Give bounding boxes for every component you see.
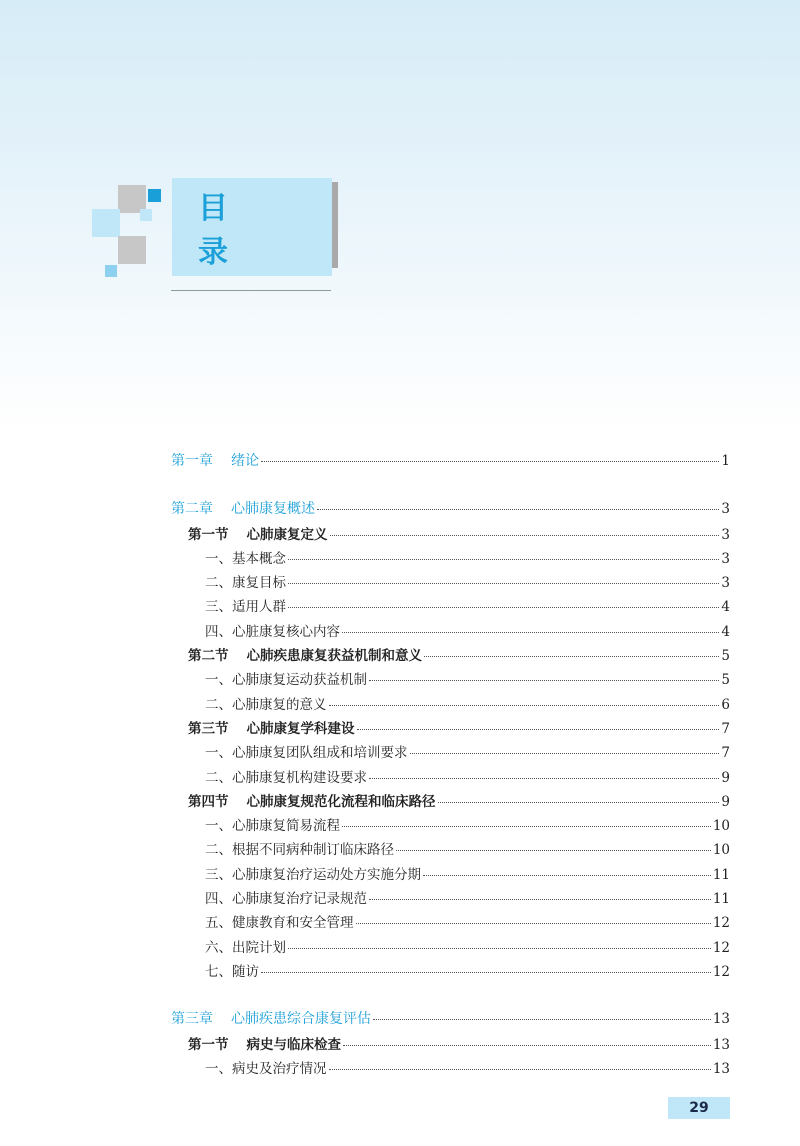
toc-leader-dots bbox=[343, 1045, 711, 1046]
toc-page-number: 3 bbox=[721, 575, 730, 591]
toc-leader-dots bbox=[369, 778, 719, 779]
toc-leader-dots bbox=[356, 923, 711, 924]
toc-item-row bbox=[205, 936, 730, 958]
toc-item-row bbox=[205, 960, 730, 982]
toc-entry-title: 二、根据不同病种制订临床路径 bbox=[205, 842, 394, 858]
toc-entry-number: 第一章 bbox=[171, 453, 213, 469]
toc-leader-dots bbox=[261, 461, 719, 462]
toc-chapter-row bbox=[171, 450, 730, 472]
toc-entry-number: 第三章 bbox=[171, 1011, 213, 1027]
toc-entry-title: 心肺疾患综合康复评估 bbox=[231, 1011, 371, 1027]
toc-section-row bbox=[188, 790, 730, 812]
toc-section-row bbox=[188, 644, 730, 666]
toc-item-row bbox=[205, 887, 730, 909]
toc-item-row bbox=[205, 863, 730, 885]
toc-chapter-row bbox=[171, 498, 730, 520]
toc-entry-title: 心肺康复定义 bbox=[246, 527, 328, 543]
toc-leader-dots bbox=[329, 1069, 711, 1070]
toc-page-number: 1 bbox=[721, 453, 730, 469]
toc-entry-title: 三、心肺康复治疗运动处方实施分期 bbox=[205, 867, 421, 883]
page-number-badge bbox=[668, 1097, 730, 1119]
toc-leader-dots bbox=[288, 559, 719, 560]
toc-page-number: 3 bbox=[721, 527, 730, 543]
toc-page-number: 5 bbox=[721, 648, 730, 664]
toc-entry-title: 一、基本概念 bbox=[205, 551, 286, 567]
toc-page-number: 11 bbox=[712, 867, 730, 883]
toc-leader-dots bbox=[369, 899, 711, 900]
toc-leader-dots bbox=[424, 656, 719, 657]
toc-entry-title: 二、心肺康复机构建设要求 bbox=[205, 770, 367, 786]
toc-entry-title: 四、心脏康复核心内容 bbox=[205, 624, 340, 640]
toc-item-row bbox=[205, 620, 730, 642]
toc-entry-title: 一、心肺康复运动获益机制 bbox=[205, 672, 367, 688]
toc-entry-title: 一、心肺康复团队组成和培训要求 bbox=[205, 745, 408, 761]
toc-entry-number: 第三节 bbox=[188, 721, 229, 737]
toc-entry-number: 第一节 bbox=[188, 1037, 229, 1053]
toc-entry-number: 第一节 bbox=[188, 527, 229, 543]
toc-entry-number: 第二章 bbox=[171, 501, 213, 517]
toc-page-number: 4 bbox=[721, 624, 730, 640]
toc-page-number: 4 bbox=[721, 599, 730, 615]
toc-page-number: 11 bbox=[712, 891, 730, 907]
toc-page-number: 13 bbox=[712, 1037, 730, 1053]
toc-leader-dots bbox=[357, 729, 720, 730]
toc-item-row bbox=[205, 1057, 730, 1079]
page-title: 目 录 bbox=[198, 191, 310, 270]
toc-entry-title: 四、心肺康复治疗记录规范 bbox=[205, 891, 367, 907]
toc-page-number: 6 bbox=[721, 697, 730, 713]
toc-item-row bbox=[205, 741, 730, 763]
toc-item-row bbox=[205, 911, 730, 933]
toc-entry-number: 第二节 bbox=[188, 648, 229, 664]
toc-page-number: 13 bbox=[712, 1011, 730, 1027]
toc-item-row bbox=[205, 668, 730, 690]
toc-entry-title: 心肺康复学科建设 bbox=[246, 721, 355, 737]
toc-entry-title: 六、出院计划 bbox=[205, 940, 286, 956]
toc-item-row bbox=[205, 814, 730, 836]
toc-item-row bbox=[205, 595, 730, 617]
toc-page-number: 9 bbox=[721, 794, 730, 810]
toc-entry-title: 二、康复目标 bbox=[205, 575, 286, 591]
toc-section-row bbox=[188, 1033, 730, 1055]
toc-leader-dots bbox=[438, 802, 720, 803]
toc-page-number: 7 bbox=[721, 721, 730, 737]
toc-leader-dots bbox=[317, 509, 719, 510]
page-number: 29 bbox=[689, 1100, 709, 1116]
toc-section-row bbox=[188, 523, 730, 545]
toc-entry-title: 二、心肺康复的意义 bbox=[205, 697, 327, 713]
toc-entry-title: 一、心肺康复简易流程 bbox=[205, 818, 340, 834]
toc-section-row bbox=[188, 717, 730, 739]
toc-leader-dots bbox=[373, 1019, 711, 1020]
toc-entry-title: 三、适用人群 bbox=[205, 599, 286, 615]
toc-leader-dots bbox=[369, 680, 719, 681]
toc-page-number: 3 bbox=[721, 551, 730, 567]
toc-page-number: 10 bbox=[712, 818, 730, 834]
toc-entry-title: 七、随访 bbox=[205, 964, 259, 980]
toc-page-number: 12 bbox=[712, 964, 730, 980]
toc-page-number: 10 bbox=[712, 842, 730, 858]
toc-item-row bbox=[205, 838, 730, 860]
toc-entry-title: 心肺康复概述 bbox=[231, 501, 315, 517]
toc-page-number: 7 bbox=[721, 745, 730, 761]
toc-chapter-row bbox=[171, 1008, 730, 1030]
toc-leader-dots bbox=[288, 948, 711, 949]
toc-entry-title: 病史与临床检查 bbox=[246, 1037, 341, 1053]
toc-leader-dots bbox=[423, 875, 711, 876]
toc-page-number: 12 bbox=[712, 915, 730, 931]
toc-page-number: 12 bbox=[712, 940, 730, 956]
toc-entry-title: 一、病史及治疗情况 bbox=[205, 1061, 327, 1077]
toc-page-number: 9 bbox=[721, 770, 730, 786]
toc-page-number: 3 bbox=[721, 501, 730, 517]
toc-page-number: 13 bbox=[712, 1061, 730, 1077]
toc-page-number: 5 bbox=[721, 672, 730, 688]
toc-leader-dots bbox=[329, 705, 720, 706]
toc-entry-title: 心肺康复规范化流程和临床路径 bbox=[246, 794, 436, 810]
toc-item-row bbox=[205, 547, 730, 569]
toc-leader-dots bbox=[342, 632, 719, 633]
toc-entry-title: 五、健康教育和安全管理 bbox=[205, 915, 354, 931]
toc-leader-dots bbox=[288, 607, 719, 608]
toc-entry-number: 第四节 bbox=[188, 794, 229, 810]
toc-leader-dots bbox=[342, 826, 711, 827]
toc-item-row bbox=[205, 766, 730, 788]
toc-leader-dots bbox=[288, 583, 719, 584]
toc-leader-dots bbox=[261, 972, 711, 973]
toc-leader-dots bbox=[396, 850, 711, 851]
toc-entry-title: 绪论 bbox=[231, 453, 259, 469]
toc-item-row bbox=[205, 693, 730, 715]
toc-item-row bbox=[205, 571, 730, 593]
toc-leader-dots bbox=[330, 535, 720, 536]
toc-leader-dots bbox=[410, 753, 720, 754]
toc-entry-title: 心肺疾患康复获益机制和意义 bbox=[246, 648, 422, 664]
